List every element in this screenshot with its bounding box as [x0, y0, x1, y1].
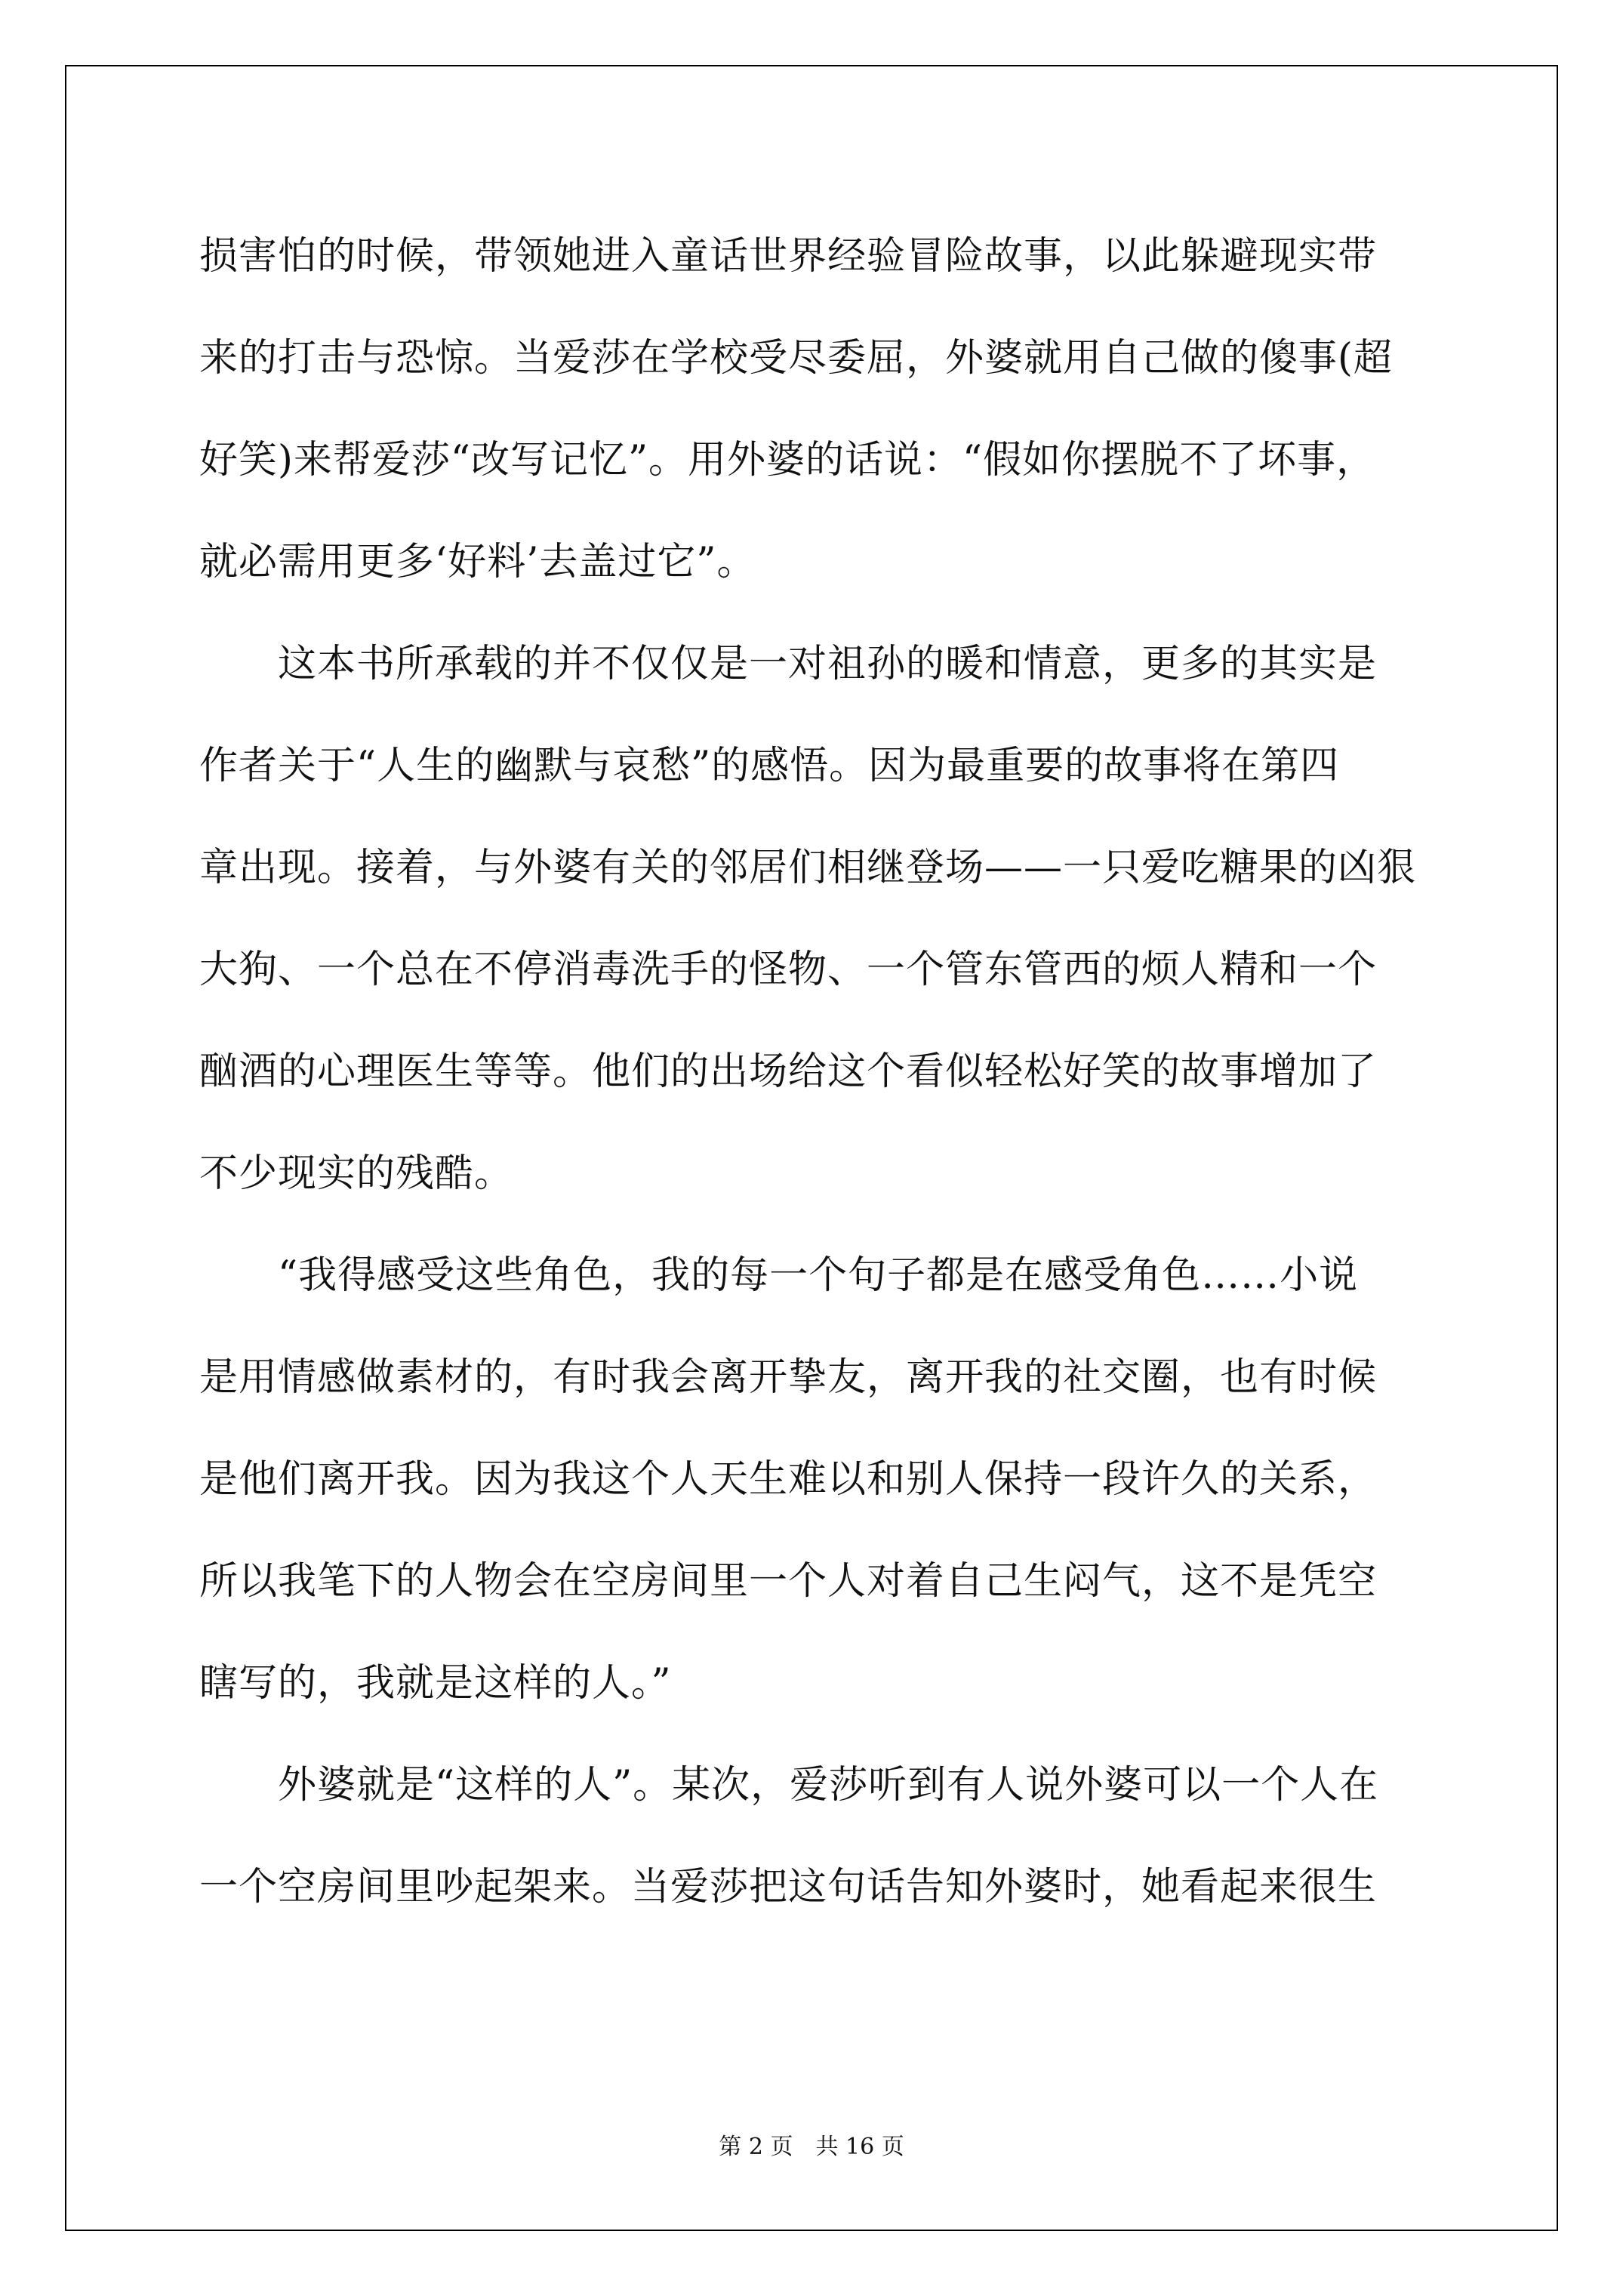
text-line: 酗酒的心理医生等等。他们的出场给这个看似轻松好笑的故事增加了 [199, 1049, 1378, 1094]
page-number-footer: 第 2 页 共 16 页 [719, 2134, 904, 2160]
text-line: 是用情感做素材的，有时我会离开挚友，离开我的社交圈，也有时候 [199, 1355, 1378, 1400]
text-line: 就必需用更多‘好料’去盖过它”。 [199, 540, 756, 584]
text-line: 一个空房间里吵起架来。当爱莎把这句话告知外婆时，她看起来很生 [199, 1865, 1378, 1909]
text-line: “我得感受这些角色，我的每一个句子都是在感受角色……小说 [278, 1253, 1359, 1298]
paragraph-3 [199, 1225, 1434, 1734]
text-line: 章出现。接着，与外婆有关的邻居们相继登场——一只爱吃糖果的凶狠 [199, 846, 1417, 890]
paragraph-2 [199, 613, 1434, 1225]
text-line: 损害怕的时候，带领她进入童话世界经验冒险故事，以此躲避现实带 [199, 234, 1378, 279]
text-line: 瞎写的，我就是这样的人。” [199, 1661, 672, 1706]
text-line: 这本书所承载的并不仅仅是一对祖孙的暖和情意，更多的其实是 [278, 642, 1378, 686]
text-line: 是他们离开我。因为我这个人天生难以和别人保持一段许久的关系， [199, 1457, 1378, 1502]
text-line: 好笑)来帮爱莎“改写记忆”。用外婆的话说：“假如你摆脱不了坏事， [199, 438, 1376, 482]
text-line: 不少现实的残酷。 [199, 1151, 514, 1196]
document-body [199, 205, 1434, 1938]
text-line: 大狗、一个总在不停消毒洗手的怪物、一个管东管西的烦人精和一个 [199, 948, 1378, 992]
text-line: 来的打击与恐惊。当爱莎在学校受尽委屈，外婆就用自己做的傻事(超 [199, 336, 1393, 381]
paragraph-1 [199, 205, 1434, 613]
text-line: 外婆就是“这样的人”。某次，爱莎听到有人说外婆可以一个人在 [278, 1763, 1379, 1808]
text-line: 作者关于“人生的幽默与哀愁”的感悟。因为最重要的故事将在第四 [199, 744, 1340, 788]
text-line: 所以我笔下的人物会在空房间里一个人对着自己生闷气，这不是凭空 [199, 1559, 1378, 1604]
paragraph-4 [199, 1734, 1434, 1938]
